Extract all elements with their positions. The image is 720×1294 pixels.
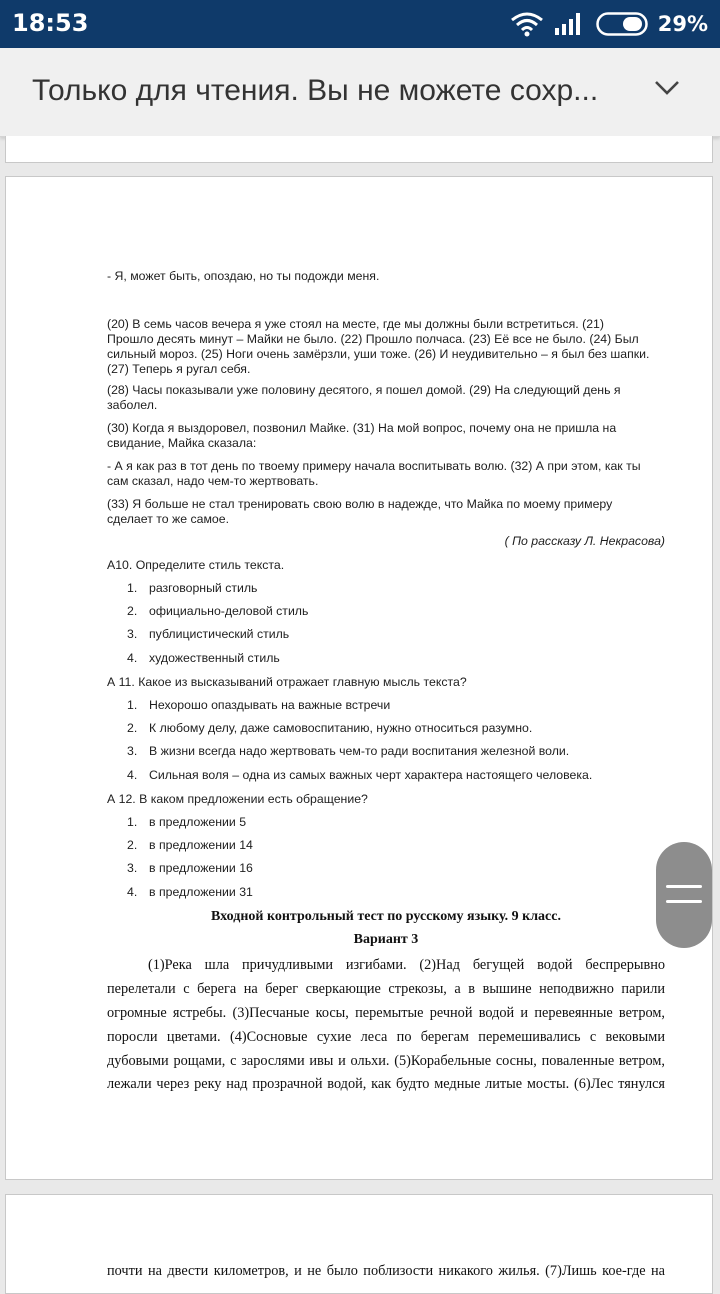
test-title: Входной контрольный тест по русскому языку. 9 класс. xyxy=(211,909,561,924)
answer-option: 2. К любому делу, даже самовоспитанию, нужно относиться разумно. xyxy=(127,721,533,735)
attribution: ( По рассказу Л. Некрасова) xyxy=(504,534,665,548)
document-page xyxy=(5,176,713,1180)
passage-line: поросли цветами. (4)Сосновые сухие леса по берегам перемешивались с вековыми xyxy=(107,1029,665,1045)
answer-option: 4. художественный стиль xyxy=(127,651,280,665)
grip-line xyxy=(666,900,702,903)
answer-option: 1. Нехорошо опаздывать на важные встречи xyxy=(127,698,391,712)
status-time: 18:53 xyxy=(12,9,89,37)
paragraph-33 xyxy=(107,497,667,527)
next-page xyxy=(5,1194,713,1294)
passage-line: почти на двести километров, и не было поблизости никакого жилья. (7)Лишь кое-где на xyxy=(107,1263,665,1279)
text-line: (33) Я больше не стал тренировать свою волю в надежде, что Майка по моему примеру xyxy=(107,497,613,511)
text-line: свидание, Майка сказала: xyxy=(107,436,257,450)
text-line: Прошло десять минут – Майки не было. (22) Прошло полчаса. (23) Её все не было. (24) Был xyxy=(107,332,639,346)
text-line: (27) Теперь я ругал себя. xyxy=(107,362,251,376)
read-only-banner[interactable] xyxy=(0,48,720,137)
scroll-handle[interactable] xyxy=(656,842,712,948)
text-line: - А я как раз в тот день по твоему примеру начала воспитывать волю. (32) А при этом, как ты xyxy=(107,459,641,473)
text-line: сильный мороз. (25) Ноги очень замёрзли, уши тоже. (26) И неудивительно – я был без шапки. xyxy=(107,347,650,361)
paragraph-28 xyxy=(107,383,667,413)
passage-line: огромные ястребы. (3)Песчаные косы, перемытые речной водой и перевеянные ветром, xyxy=(107,1005,665,1021)
grip-line xyxy=(666,885,702,888)
passage-line: перелетали с берега на берег сверкающие стрекозы, а в вышине неподвижно парили xyxy=(107,981,665,997)
answer-option: 1. разговорный стиль xyxy=(127,581,258,595)
question-a10: A10. Определите стиль текста. xyxy=(107,558,285,572)
text-line: сделает то же самое. xyxy=(107,512,230,526)
answer-option: 2. официально-деловой стиль xyxy=(127,604,309,618)
answer-option: 4. Сильная воля – одна из самых важных черт характера настоящего человека. xyxy=(127,768,593,782)
wifi-icon xyxy=(510,11,544,37)
variant-heading: Вариант 3 xyxy=(353,932,419,947)
paragraph-20 xyxy=(107,317,667,377)
chevron-down-icon[interactable] xyxy=(654,80,680,101)
text-line: (20) В семь часов вечера я уже стоял на месте, где мы должны были встретиться. (21) xyxy=(107,317,604,331)
text-line: заболел. xyxy=(107,398,158,412)
passage-line: лежали через реку над прозрачной водой, как будто медные литые мосты. (6)Лес тянулся xyxy=(107,1076,665,1092)
battery-percent: 29% xyxy=(657,12,708,36)
paragraph-30 xyxy=(107,421,667,451)
status-icons xyxy=(510,10,708,38)
text-line: (28) Часы показывали уже половину десятого, я пошел домой. (29) На следующий день я xyxy=(107,383,621,397)
answer-option: 1. в предложении 5 xyxy=(127,815,247,829)
read-only-message: Только для чтения. Вы не можете сохр... xyxy=(32,74,599,107)
previous-page xyxy=(5,136,713,163)
answer-option: 4. в предложении 31 xyxy=(127,885,253,899)
passage-line: дубовыми рощами, с зарослями ивы и ольхи. (5)Корабельные сосны, поваленные ветром, xyxy=(107,1053,665,1069)
signal-icon xyxy=(554,12,584,36)
answer-option: 3. в предложении 16 xyxy=(127,861,253,875)
text-line: (30) Когда я выздоровел, позвонил Майке. (31) На мой вопрос, почему она не пришла на xyxy=(107,421,617,435)
answer-option: 3. публицистический стиль xyxy=(127,627,290,641)
dialog-line: - Я, может быть, опоздаю, но ты подожди меня. xyxy=(107,269,380,283)
battery-icon xyxy=(596,12,648,36)
question-a11: А 11. Какое из высказываний отражает главную мысль текста? xyxy=(107,675,467,689)
dialog-paragraph xyxy=(107,459,667,489)
question-a12: А 12. В каком предложении есть обращение? xyxy=(107,792,368,806)
status-bar xyxy=(0,0,720,48)
text-line: сам сказал, надо чем-то жертвовать. xyxy=(107,474,319,488)
answer-option: 2. в предложении 14 xyxy=(127,838,253,852)
passage-line: (1)Река шла причудливыми изгибами. (2)Над бегущей водой беспрерывно xyxy=(148,957,665,973)
answer-option: 3. В жизни всегда надо жертвовать чем-то ради воспитания железной воли. xyxy=(127,744,570,758)
